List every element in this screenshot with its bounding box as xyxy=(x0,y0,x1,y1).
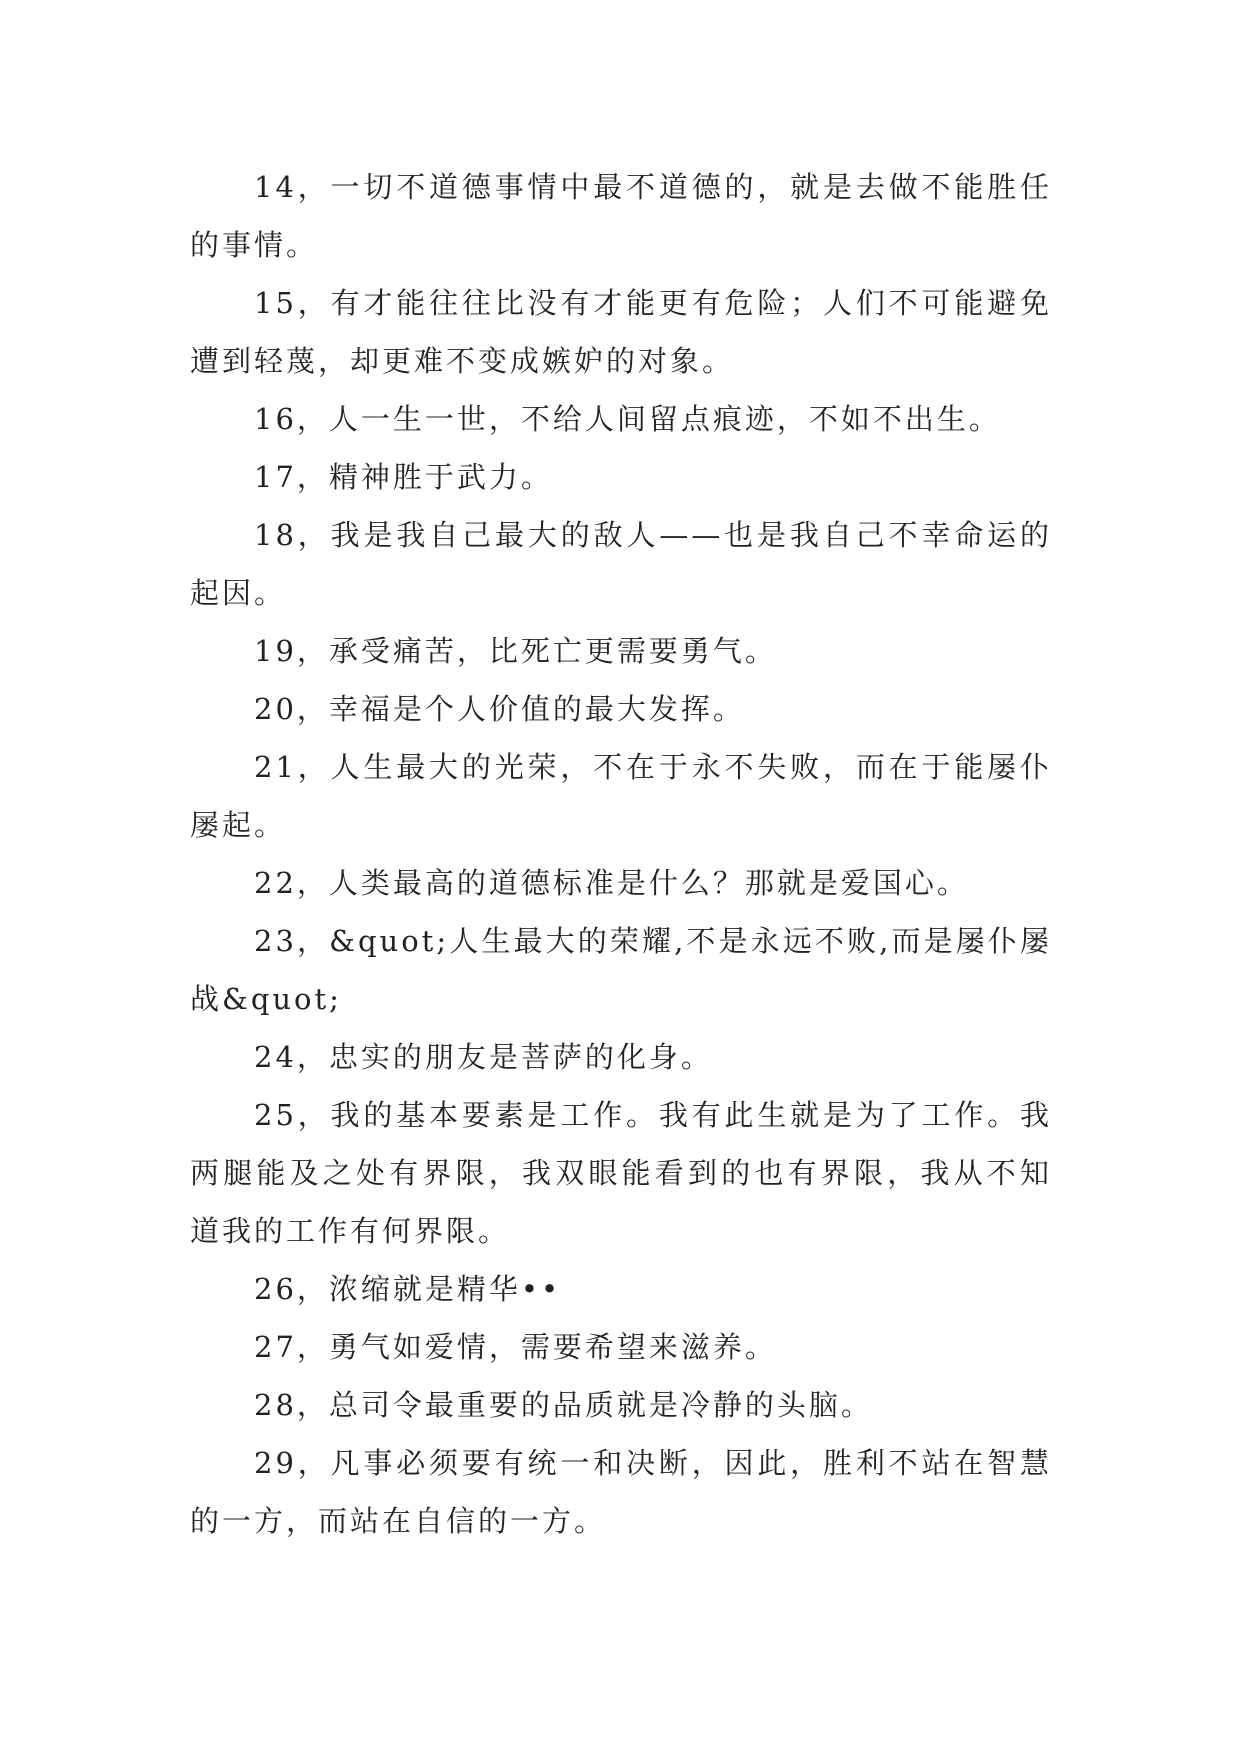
quote-paragraph-27: 27，勇气如爱情，需要希望来滋养。 xyxy=(254,1330,777,1364)
quote-paragraph-28: 28，总司令最重要的品质就是冷静的头脑。 xyxy=(254,1388,873,1422)
quote-paragraph-29: 29，凡事必须要有统一和决断，因此，胜利不站在智慧的一方，而站在自信的一方。 xyxy=(190,1446,1052,1538)
quote-paragraph-16: 16，人一生一世，不给人间留点痕迹，不如不出生。 xyxy=(254,402,1001,436)
quote-paragraph-21: 21，人生最大的光荣，不在于永不失败，而在于能屡仆屡起。 xyxy=(190,750,1052,842)
quote-paragraph-15: 15，有才能往往比没有才能更有危险；人们不可能避免遭到轻蔑，却更难不变成嫉妒的对象。 xyxy=(190,286,1052,378)
quote-paragraph-26: 26，浓缩就是精华•• xyxy=(254,1272,562,1306)
quote-paragraph-14: 14，一切不道德事情中最不道德的，就是去做不能胜任的事情。 xyxy=(190,170,1052,262)
document-body xyxy=(190,158,1052,1550)
quote-paragraph-18: 18，我是我自己最大的敌人——也是我自己不幸命运的起因。 xyxy=(190,518,1052,610)
quote-paragraph-20: 20，幸福是个人价值的最大发挥。 xyxy=(254,692,745,726)
quote-paragraph-24: 24，忠实的朋友是菩萨的化身。 xyxy=(254,1040,713,1074)
quote-paragraph-23: 23，&quot;人生最大的荣耀,不是永远不败,而是屡仆屡战&quot; xyxy=(190,924,1052,1016)
quote-paragraph-19: 19，承受痛苦，比死亡更需要勇气。 xyxy=(254,634,777,668)
quote-paragraph-25: 25，我的基本要素是工作。我有此生就是为了工作。我两腿能及之处有界限，我双眼能看到的也有界限，我从不知道我的工作有何界限。 xyxy=(190,1098,1052,1248)
quote-paragraph-17: 17，精神胜于武力。 xyxy=(254,460,553,494)
quote-paragraph-22: 22，人类最高的道德标准是什么？那就是爱国心。 xyxy=(254,866,969,900)
